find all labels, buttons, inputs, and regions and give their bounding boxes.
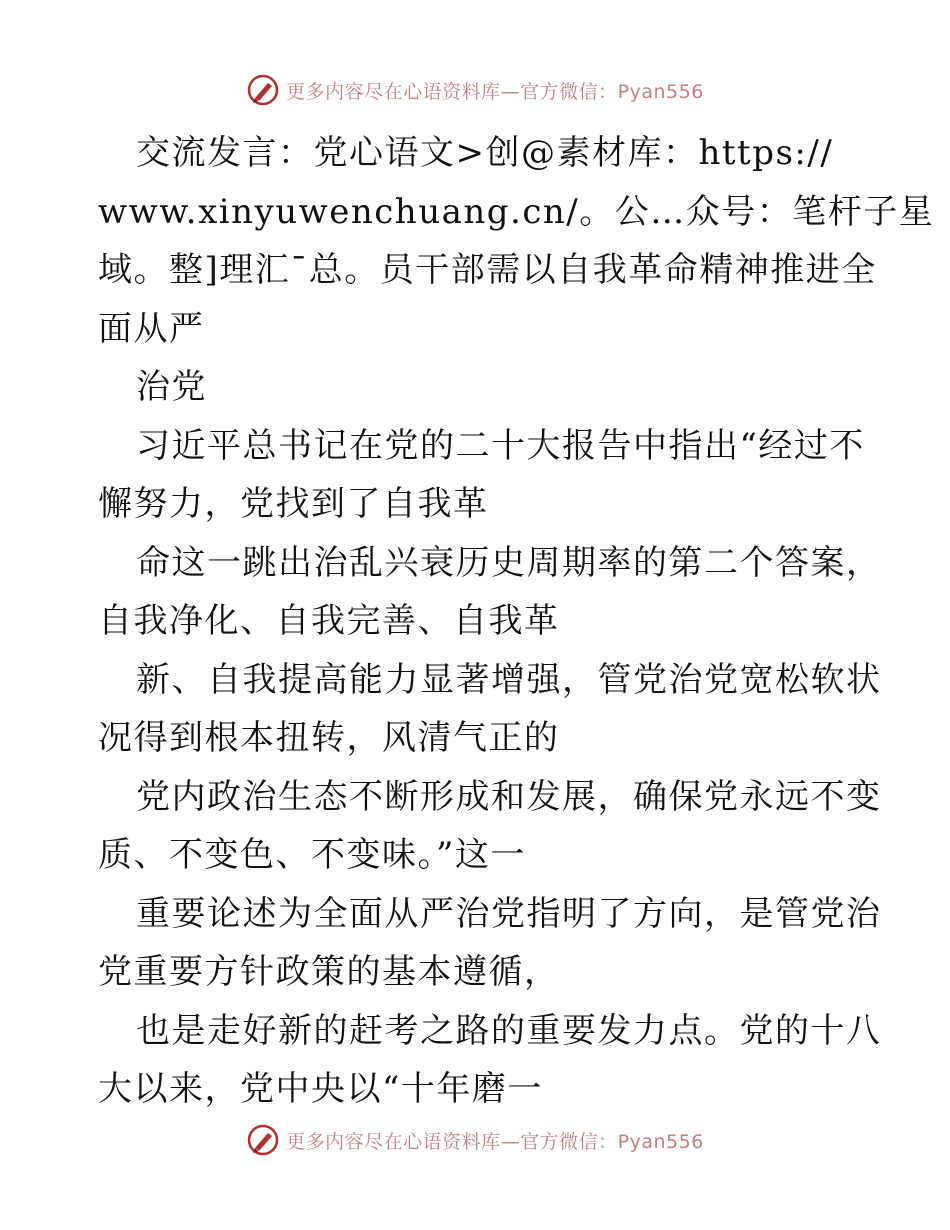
text-line: 习近平总书记在党的二十大报告中指出“经过不 (136, 425, 865, 466)
text-line: 党重要方针政策的基本遵循， (98, 952, 560, 992)
text-line: 党内政治生态不断形成和发展，确保党永远不变 (136, 776, 882, 817)
footer-banner-text: 更多内容尽在心语资料库—官方微信：Pyan556 (286, 1130, 704, 1153)
text-line: www.xinyuwenchuang.cn/。公…众号：笔杆子星 (98, 191, 935, 232)
header-banner (0, 70, 950, 110)
text-line: 面从严 (98, 308, 205, 349)
text-line: 重要论述为全面从严治党指明了方向，是管党治 (136, 893, 882, 934)
footer-banner (0, 1120, 950, 1160)
text-line: 域。整]理汇¯总。员干部需以自我革命精神推进全 (98, 250, 877, 290)
text-line: 况得到根本扭转，风清气正的 (98, 718, 560, 758)
text-line: 命这一跳出治乱兴衰历史周期率的第二个答案， (136, 542, 882, 583)
text-line: 懈努力，党找到了自我革 (98, 484, 489, 524)
text-line: 自我净化、自我完善、自我革 (98, 601, 560, 641)
text-line: 治党 (136, 367, 207, 407)
text-line: 质、不变色、不变味。”这一 (98, 835, 526, 875)
document-body (98, 124, 935, 1119)
pen-logo-icon (246, 1123, 280, 1157)
header-banner-text: 更多内容尽在心语资料库—官方微信：Pyan556 (286, 80, 704, 103)
text-line: 也是走好新的赶考之路的重要发力点。党的十八 (136, 1010, 882, 1051)
text-line: 新、自我提高能力显著增强，管党治党宽松软状 (136, 659, 882, 700)
pen-logo-icon (246, 73, 280, 107)
text-line: 大以来，党中央以“十年磨一 (98, 1069, 543, 1109)
text-line: 交流发言：党心语文>创@素材库：https:// (136, 133, 834, 173)
